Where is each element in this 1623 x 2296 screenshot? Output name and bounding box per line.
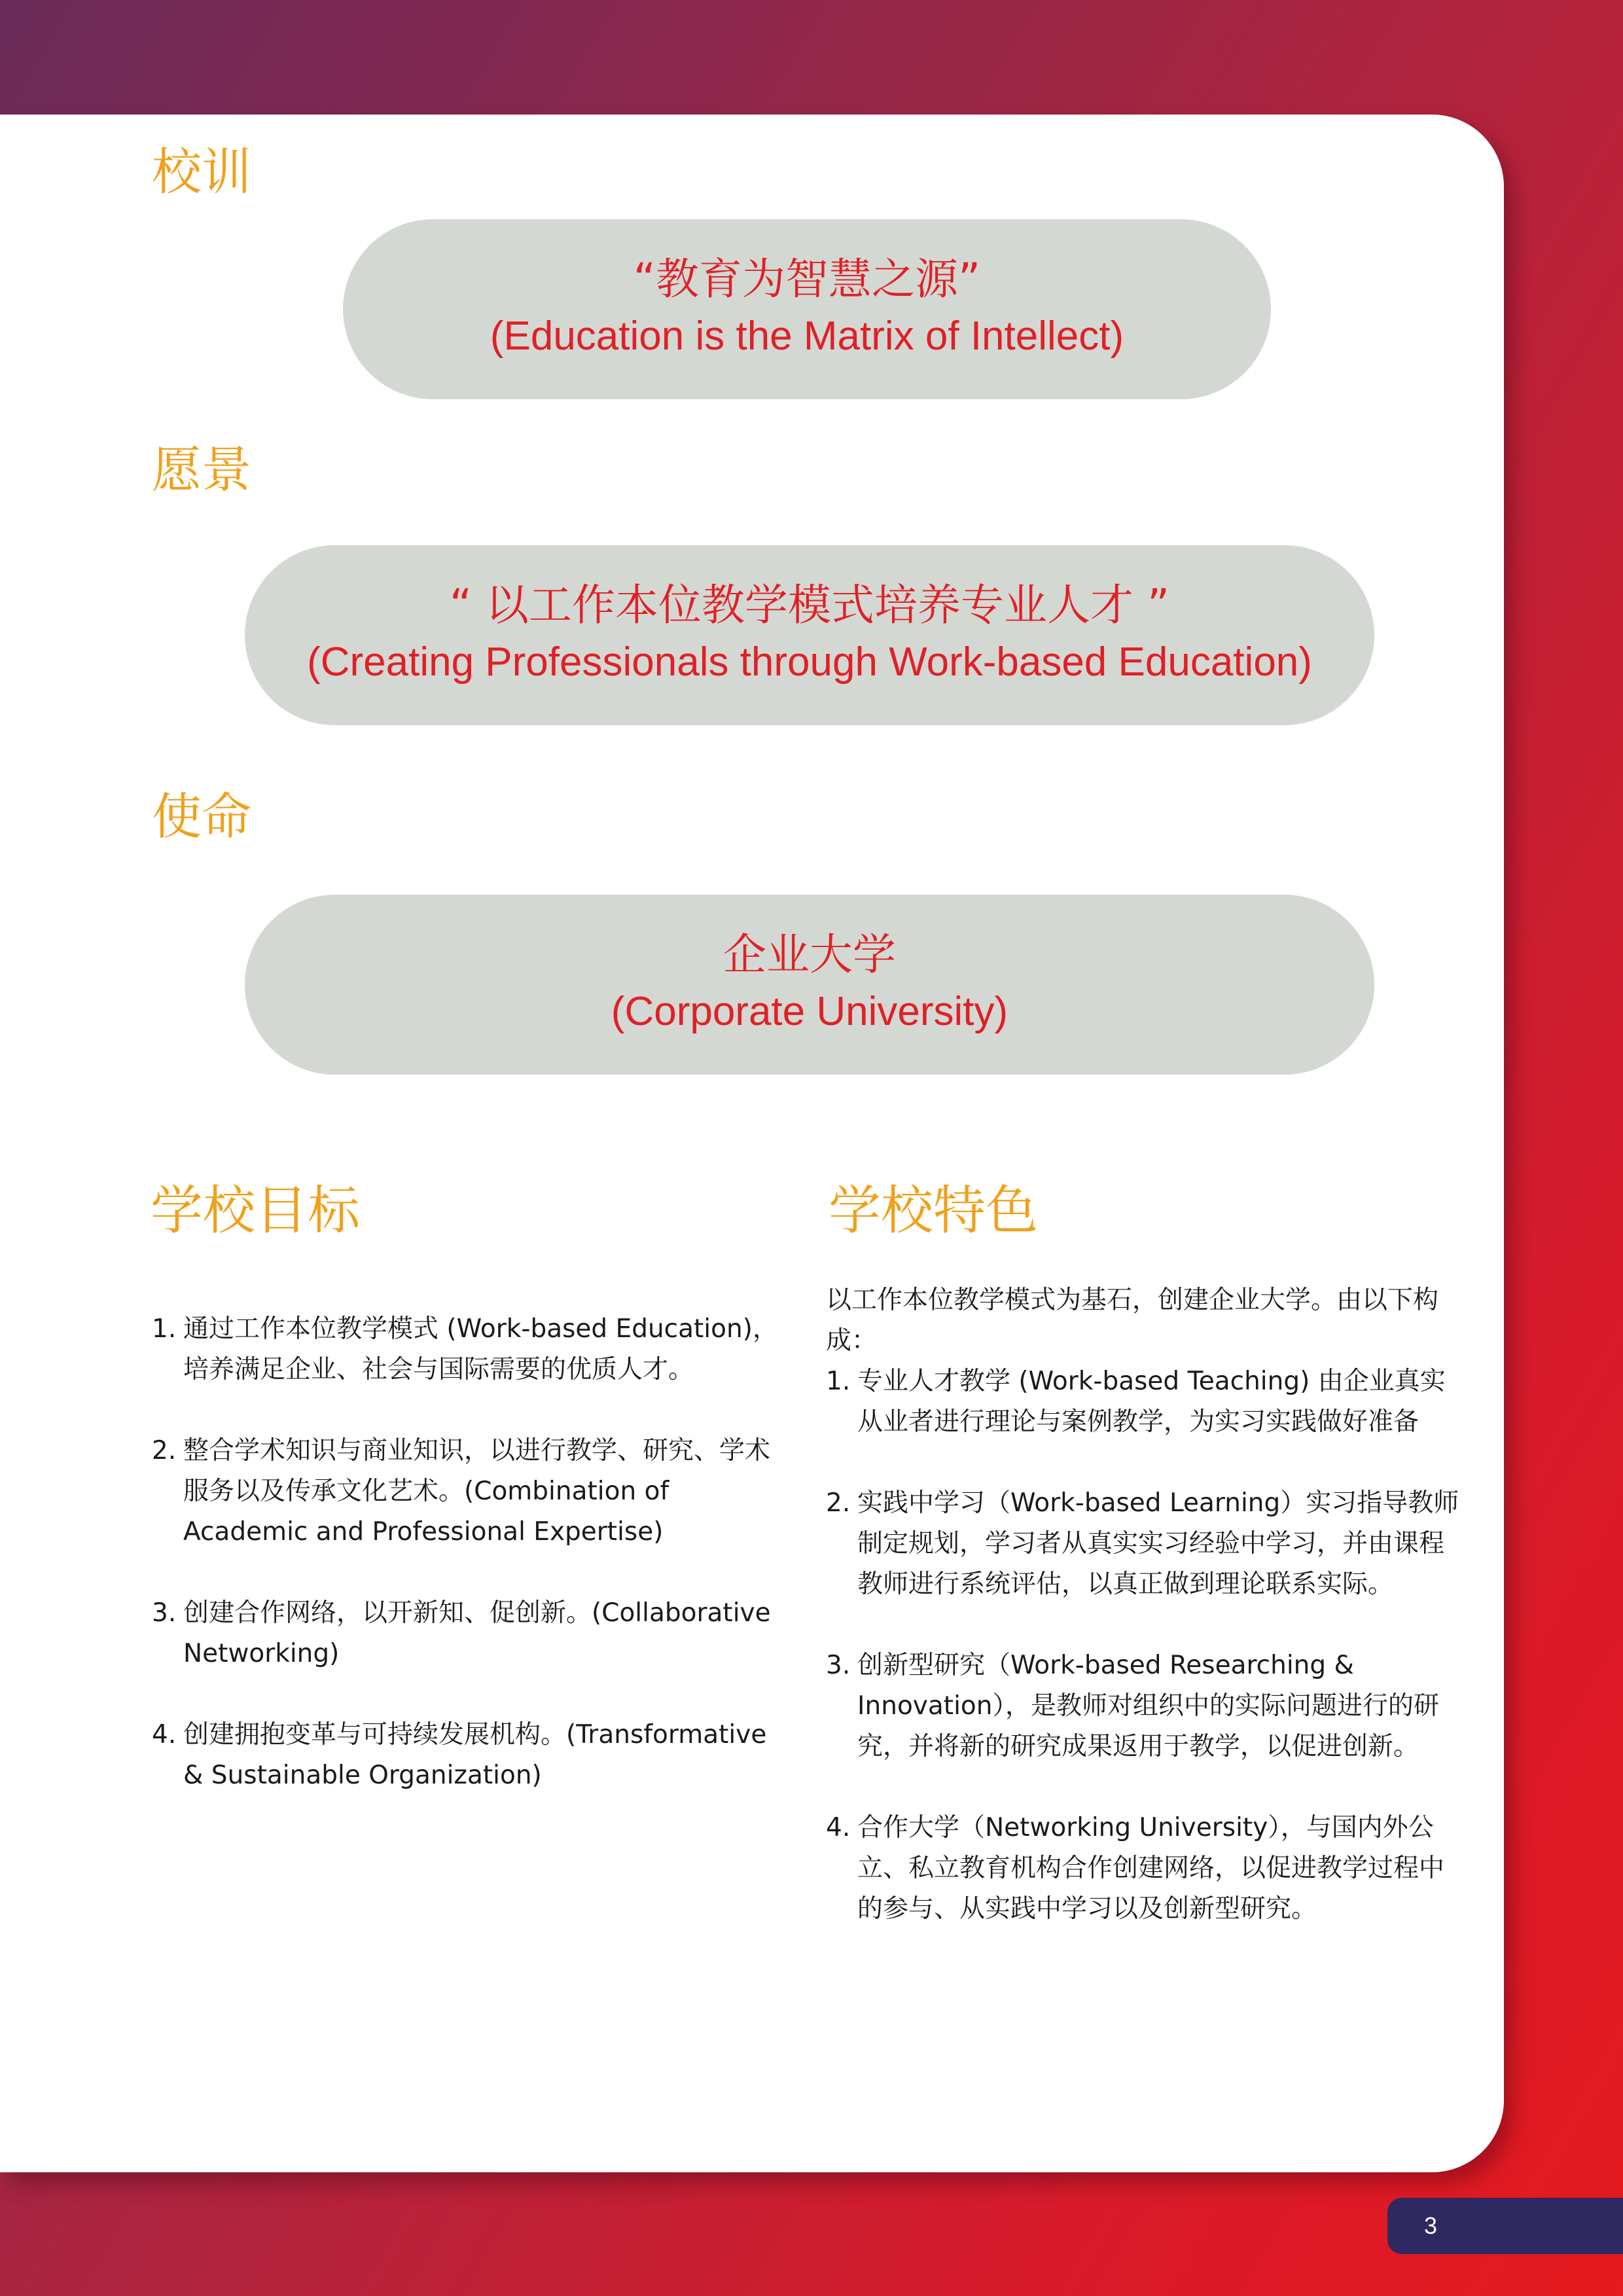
motto-pill — [343, 219, 1271, 399]
feature-text: 专业人才教学 (Work-based Teaching) 由企业真实从业者进行理论与案例教学，为实习实践做好准备 — [857, 1367, 1446, 1437]
goals-list — [152, 1309, 793, 1796]
motto-en: (Education is the Matrix of Intellect) — [490, 313, 1124, 359]
vision-pill — [245, 545, 1374, 725]
feature-item — [826, 1645, 1467, 1767]
mission-zh: 企业大学 — [723, 929, 896, 980]
goal-item — [152, 1715, 793, 1796]
page-number: 3 — [1424, 2212, 1438, 2239]
feature-item — [826, 1361, 1467, 1443]
mission-pill — [245, 895, 1374, 1075]
feature-text: 实践中学习（Work-based Learning）实习指导教师制定规划，学习者从真实实习经验中学习，并由课程教师进行系统评估，以真正做到理论联系实际。 — [857, 1488, 1459, 1599]
goal-text: 创建拥抱变革与可持续发展机构。(Transformative & Sustainable Organization) — [183, 1720, 767, 1790]
feature-number: 4. — [826, 1813, 851, 1842]
goal-item — [152, 1431, 793, 1552]
goal-number: 4. — [152, 1720, 177, 1749]
goal-number: 2. — [152, 1436, 177, 1465]
features-list — [826, 1280, 1467, 1929]
goal-item — [152, 1309, 793, 1390]
feature-item — [826, 1483, 1467, 1605]
feature-item — [826, 1808, 1467, 1929]
mission-heading: 使命 — [152, 787, 251, 846]
goals-heading: 学校目标 — [151, 1180, 360, 1241]
vision-zh: “ 以工作本位教学模式培养专业人才 ” — [449, 580, 1170, 631]
goal-number: 1. — [152, 1314, 177, 1344]
goal-number: 3. — [152, 1598, 177, 1628]
feature-number: 1. — [826, 1367, 851, 1396]
goal-text: 通过工作本位教学模式 (Work-based Education)，培养满足企业、社会与国际需要的优质人才。 — [183, 1314, 778, 1384]
page-number-badge — [1387, 2198, 1623, 2254]
goal-item — [152, 1593, 793, 1674]
feature-number: 2. — [826, 1488, 851, 1518]
feature-text: 创新型研究（Work-based Researching & Innovation），是教师对组织中的实际问题进行的研究，并将新的研究成果返用于教学，以促进创新。 — [857, 1651, 1439, 1761]
motto-heading: 校训 — [152, 143, 251, 201]
features-intro: 以工作本位教学模式为基石，创建企业大学。由以下构成： — [826, 1285, 1439, 1355]
motto-zh: “教育为智慧之源” — [633, 254, 981, 305]
goal-text: 整合学术知识与商业知识，以进行教学、研究、学术服务以及传承文化艺术。(Combination of Academic and Professional Expertise) — [183, 1436, 771, 1547]
mission-en: (Corporate University) — [611, 988, 1008, 1034]
vision-en: (Creating Professionals through Work-based Education) — [307, 639, 1312, 685]
vision-heading: 愿景 — [152, 440, 251, 499]
features-heading: 学校特色 — [829, 1180, 1038, 1241]
goal-text: 创建合作网络，以开新知、促创新。(Collaborative Networking) — [183, 1598, 771, 1668]
feature-number: 3. — [826, 1651, 851, 1680]
feature-text: 合作大学（Networking University），与国内外公立、私立教育机构合作创建网络，以促进教学过程中的参与、从实践中学习以及创新型研究。 — [857, 1813, 1445, 1924]
